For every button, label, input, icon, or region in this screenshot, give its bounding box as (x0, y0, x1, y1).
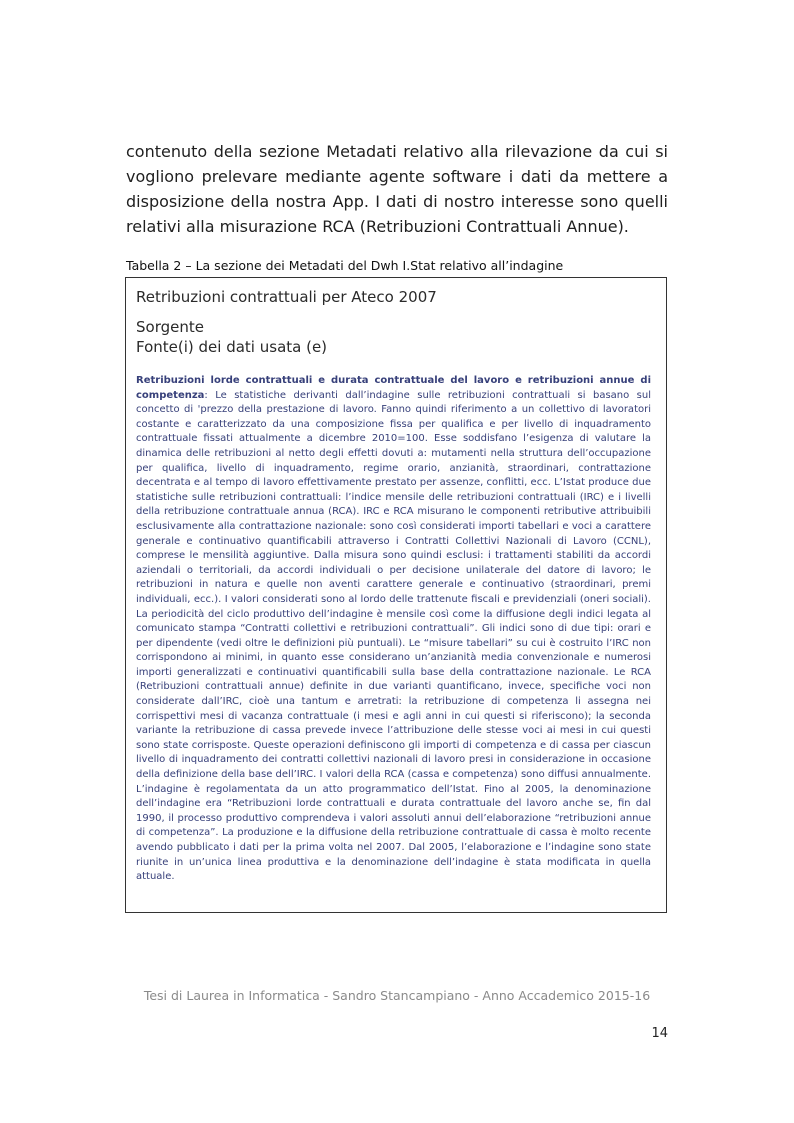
metadata-subsection-label: Fonte(i) dei dati usata (e) (136, 338, 328, 356)
metadata-body-heading: Retribuzioni lorde contrattuali e durata contrattuale del lavoro e retribuzioni annue di competenza (136, 375, 651, 401)
metadata-body-text: : Le statistiche derivanti dall’indagine sulle retribuzioni contrattuali si basano sul concetto di 'prezzo della prestazione di lavoro. Fanno quindi riferimento a un collettivo di lavoratori costante e caratterizzato da una composizione fissa per qualifica e per livello di inquadramento contrattuale fissati attualmente a dicembre 2010=100. Esse soddisfano l’esigenza di valutare la dinamica delle retribuzioni al netto degli effetti dovuti a: mutamenti nella struttura dell’occupazione per qualifica, livello di inquadramento, regime orario, anzianità, straordinari, contrattazione decentrata e al tempo di lavoro effettivamente prestato per assenze, conflitti, ecc. L’Istat produce due statistiche sulle retribuzioni contrattuali: l’indice mensile delle retribuzioni contrattuali (IRC) e i livelli della retribuzione contrattuale annua (RCA). IRC e RCA misurano le componenti retributive attribuibili esclusivamente alla contrattazione nazionale: sono così considerati importi tabellari e voci a carattere generale e continuativo quantificabili attraverso i Contratti Collettivi Nazionali di Lavoro (CCNL), comprese le mensilità aggiuntive. Dalla misura sono quindi esclusi: i trattamenti stabiliti da accordi aziendali o territoriali, da accordi individuali o per decisione unilaterale del datore di lavoro; le retribuzioni in natura e quelle non aventi carattere generale e continuativo (straordinari, premi individuali, ecc.). I valori considerati sono al lordo delle trattenute fiscali e previdenziali (oneri sociali). La periodicità del ciclo produttivo dell’indagine è mensile così come la diffusione degli indici legata al comunicato stampa “Contratti collettivi e retribuzioni contrattuali”. Gli indici sono di due tipi: orari e per dipendente (vedi oltre le definizioni più puntuali). Le “misure tabellari” su cui è costruito l’IRC non corrispondono ai minimi, in quanto esse considerano un’anzianità media convenzionale e numerosi importi generalizzati e continuativi quantificabili sulla base della contrattazione nazionale. Le RCA (Retribuzioni contrattuali annue) definite in due varianti quantificano, invece, specifiche voci non considerate dall’IRC, cioè una tantum e arretrati: la retribuzione di competenza li assegna nei corrispettivi mesi di vacanza contrattuale (i mesi e agli anni in cui questi si riferiscono); la seconda variante la retribuzione di cassa prevede invece l’attribuzione delle stesse voci ai mesi in cui questi sono state corrisposte. Queste operazioni definiscono gli importi di competenza e di cassa per ciascun livello di inquadramento dei contratti collettivi nazionali di lavoro presi in considerazione in occasione della definizione della base dell’IRC. I valori della RCA (cassa e competenza) sono diffusi annualmente. L’indagine è regolamentata da un atto programmatico dell’Istat. Fino al 2005, la denominazione dell’indagine era “Retribuzioni lorde contrattuali e durata contrattuale del lavoro anche se, fin dal 1990, il processo produttivo comprendeva i valori assoluti annui dell’elaborazione “retribuzioni annue di competenza”. La produzione e la diffusione della retribuzione contrattuale di cassa è molto recente avendo pubblicato i dati per la prima volta nel 2007. Dal 2005, l’elaborazione e l’indagine sono state riunite in un’unica linea produttiva e la denominazione dell’indagine è stata modificata in quella attuale. (136, 389, 651, 883)
intro-paragraph: contenuto della sezione Metadati relativo alla rilevazione da cui si vogliono prelevare mediante agente software i dati da mettere a disposizione della nostra App. I dati di nostro interesse sono quelli relativi alla misurazione RCA (Retribuzioni Contrattuali Annue). (126, 142, 668, 236)
footer-text: Tesi di Laurea in Informatica - Sandro Stancampiano - Anno Accademico 2015-16 (143, 988, 651, 1003)
metadata-box (125, 277, 667, 913)
metadata-body (136, 374, 651, 885)
metadata-section-label: Sorgente (136, 318, 204, 336)
metadata-title: Retribuzioni contrattuali per Ateco 2007 (136, 288, 437, 306)
page-number: 14 (651, 1026, 668, 1041)
table-caption: Tabella 2 – La sezione dei Metadati del Dwh I.Stat relativo all’indagine (126, 258, 564, 273)
